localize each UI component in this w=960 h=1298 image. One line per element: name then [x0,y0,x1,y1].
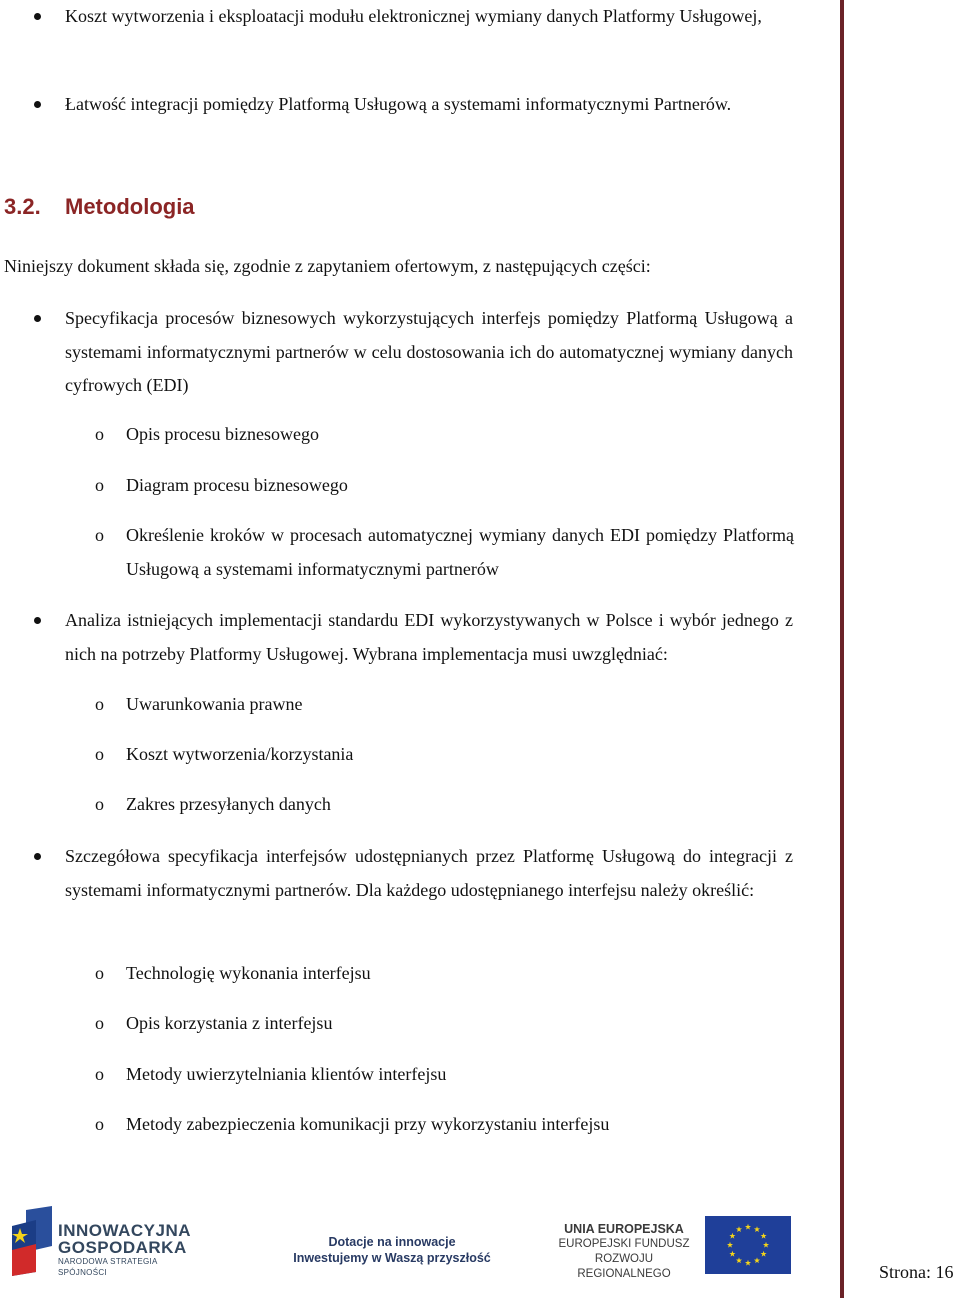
bullet-text: Koszt wytworzenia i eksploatacji modułu elektronicznej wymiany danych Platformy Usługowej, [65,6,762,26]
subitem-text: Opis korzystania z interfejsu [126,1013,333,1033]
part-3-text: Szczegółowa specyfikacja interfejsów udostępnianych przez Platformę Usługową do integracji z systemami informatycznymi partnerów. Dla każdego udostępnianego interfejsu należy określić: [65,846,793,900]
eu-fund-text [548,1222,700,1282]
part-1-bullet [65,302,793,403]
ue-line3: ROZWOJU REGIONALNEGO [577,1253,671,1280]
dotacje-line2: Inwestujemy w Waszą przyszłość [293,1251,491,1265]
section-intro: Niniejszy dokument składa się, zgodnie z zapytaniem ofertowym, z następujących części: [4,256,651,276]
innowacyjna-gospodarka-logo [6,1206,206,1278]
part-1-subitem-1 [95,418,794,452]
part-2-subitem-3 [95,788,794,822]
subitem-text: Metody uwierzytelniania klientów interfejsu [126,1064,447,1084]
part-3-subitem-1 [95,957,794,991]
subitem-text: Technologię wykonania interfejsu [126,963,371,983]
subitem-text: Określenie kroków w procesach automatycznej wymiany danych EDI pomiędzy Platformą Usługową a systemami informatycznymi partnerów [126,525,794,579]
footer-logos [0,1198,840,1288]
part-3-subitem-2 [95,1007,794,1041]
subitem-text: Metody zabezpieczenia komunikacji przy wykorzystaniu interfejsu [126,1114,610,1134]
ig-text-block [58,1222,206,1278]
ig-line1: INNOWACYJNA [58,1221,192,1240]
subitem-text: Zakres przesyłanych danych [126,794,331,814]
section-title: Metodologia [65,194,195,219]
section-number: 3.2. [4,194,41,219]
section-heading [4,194,195,220]
sub-marker: o [95,525,104,545]
sub-marker: o [95,744,104,764]
subitem-text: Diagram procesu biznesowego [126,475,348,495]
subitem-text: Koszt wytworzenia/korzystania [126,744,354,764]
dotacje-line1: Dotacje na innowacje [328,1235,456,1249]
part-3-subitem-3 [95,1058,794,1092]
bullet-item-integration [65,88,793,122]
ue-line2: EUROPEJSKI FUNDUSZ [558,1238,690,1250]
sub-marker: o [95,694,104,714]
sub-marker: o [95,1013,104,1033]
sub-marker: o [95,794,104,814]
part-2-text: Analiza istniejących implementacji standardu EDI wykorzystywanych w Polsce i wybór jednego z nich na potrzeby Platformy Usługowej. Wybrana implementacja musi uwzględniać: [65,610,793,664]
page-margin-rule [840,0,844,1298]
part-2-bullet [65,604,793,671]
subitem-text: Opis procesu biznesowego [126,424,319,444]
ig-line3: NARODOWA STRATEGIA SPÓJNOŚCI [58,1257,158,1277]
page-number: Strona: 16 [879,1262,954,1282]
sub-marker: o [95,963,104,983]
bullet-item-cost [65,0,793,34]
sub-marker: o [95,475,104,495]
part-1-text: Specyfikacja procesów biznesowych wykorzystujących interfejs pomiędzy Platformą Usługową a systemami informatycznymi partnerów w celu dostosowania ich do automatycznej wymiany danych cyfrowych (EDI) [65,308,793,395]
part-2-subitem-2 [95,738,794,772]
sub-marker: o [95,424,104,444]
bullet-dot [34,315,41,322]
subitem-text: Uwarunkowania prawne [126,694,303,714]
bullet-dot [34,101,41,108]
bullet-dot [34,853,41,860]
part-1-subitem-3 [95,519,794,586]
bullet-dot [34,617,41,624]
ig-flag-icon [6,1206,56,1276]
part-3-bullet [65,840,793,907]
sub-marker: o [95,1064,104,1084]
part-2-subitem-1 [95,688,794,722]
part-1-subitem-2 [95,469,794,503]
part-3-subitem-4 [95,1108,794,1142]
ig-line2: GOSPODARKA [58,1238,187,1257]
dotacje-na-innowacje-logo [292,1234,492,1266]
sub-marker: o [95,1114,104,1134]
eu-flag-icon [705,1216,791,1274]
bullet-dot [34,13,41,20]
bullet-text: Łatwość integracji pomiędzy Platformą Usługową a systemami informatycznymi Partnerów. [65,94,732,114]
ue-line1: UNIA EUROPEJSKA [564,1222,684,1236]
